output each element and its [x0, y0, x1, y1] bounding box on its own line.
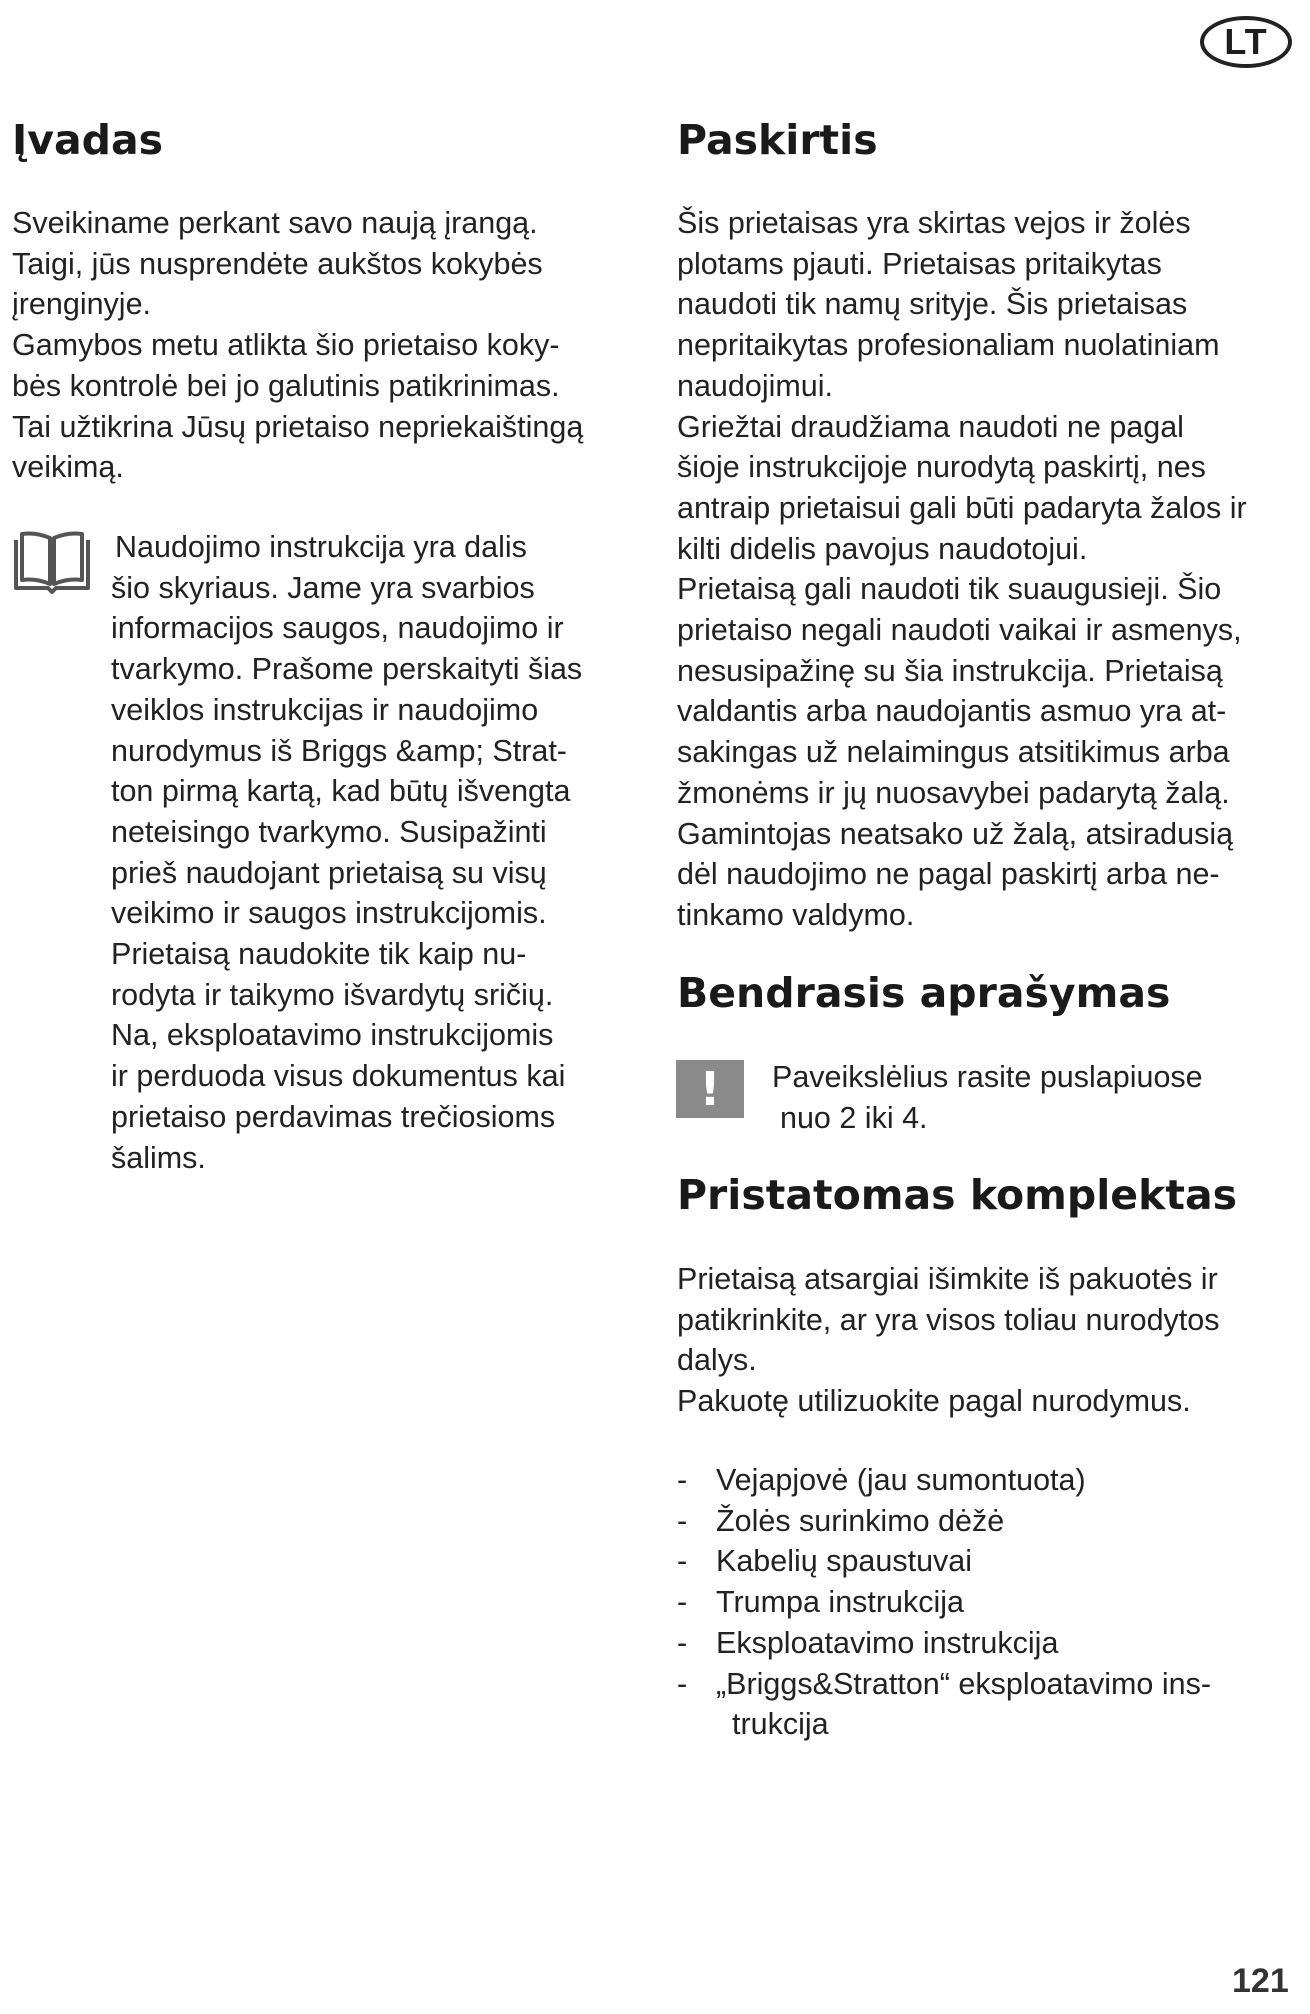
kit-heading: Pristatomas komplektas: [677, 1171, 1238, 1219]
dash: -: [677, 1544, 688, 1579]
text-line: Sveikiname perkant savo naują įrangą.: [12, 206, 538, 240]
text-line: bės kontrolė bei jo galutinis patikrinimas.: [12, 368, 560, 403]
list-item: [677, 1541, 1307, 1582]
list-item-label: Kabelių spaustuvai: [716, 1544, 973, 1579]
dash: -: [677, 1503, 688, 1538]
text-line: Prietaisą atsargiai išimkite iš pakuotės ir: [677, 1262, 1218, 1296]
book-icon: [10, 530, 94, 600]
list-item-label: „Briggs&Stratton“ eksploatavimo ins-: [716, 1666, 1211, 1701]
language-badge-label: LT: [1224, 21, 1268, 62]
list-item-label: Trumpa instrukcija: [716, 1585, 965, 1620]
text-line: Taigi, jūs nusprendėte aukštos kokybės: [12, 246, 543, 281]
list-item: [677, 1582, 1307, 1623]
text-line: Griežtai draudžiama naudoti ne pagal: [677, 409, 1184, 444]
text-line: nepritaikytas profesionaliam nuolatiniam: [677, 328, 1220, 363]
text-line: Prietaisą gali naudoti tik suaugusieji. Šio: [677, 572, 1222, 607]
text-line: sakingas už nelaimingus atsitikimus arba: [677, 735, 1230, 770]
text-line: plotams pjauti. Prietaisas pritaikytas: [677, 246, 1162, 281]
kit-intro: [677, 1259, 1307, 1422]
list-item: [677, 1460, 1307, 1501]
text-line: Prietaisą naudokite tik kaip nu-: [111, 937, 527, 972]
text-line: Na, eksploatavimo instrukcijomis: [111, 1018, 554, 1053]
list-item-label: Eksploatavimo instrukcija: [716, 1625, 1059, 1660]
text-line: Paveikslėlius rasite puslapiuose: [772, 1060, 1203, 1094]
text-line: kilti didelis pavojus naudotojui.: [677, 531, 1088, 566]
purpose-heading: Paskirtis: [677, 116, 878, 164]
text-line: šalims.: [111, 1140, 206, 1175]
text-line: naudoti tik namų srityje. Šis prietaisas: [677, 287, 1188, 322]
dash: -: [677, 1625, 688, 1660]
warning-symbol: !: [699, 1062, 721, 1116]
text-line: neteisingo tvarkymo. Susipažinti: [111, 814, 547, 849]
text-line: dalys.: [677, 1343, 757, 1378]
text-line: prieš naudojant prietaisą su visų: [111, 855, 547, 890]
text-line: rodyta ir taikymo išvardytų sričių.: [111, 977, 554, 1012]
text-line: veiklos instrukcijas ir naudojimo: [111, 692, 539, 727]
text-line: įrenginyje.: [12, 287, 152, 322]
text-line: patikrinkite, ar yra visos toliau nurodytos: [677, 1302, 1220, 1337]
list-item-label: Vejapjovė (jau sumontuota): [716, 1463, 1086, 1497]
purpose-paragraph: [677, 203, 1307, 936]
text-line: Tai užtikrina Jūsų prietaiso nepriekaištingą: [12, 409, 584, 444]
text-line: ton pirmą kartą, kad būtų išvengta: [111, 774, 571, 809]
text-line: nurodymus iš Briggs &amp; Strat-: [111, 733, 567, 768]
manual-note: [111, 527, 655, 1178]
text-line: Pakuotę utilizuokite pagal nurodymus.: [677, 1384, 1191, 1419]
text-line: veikimo ir saugos instrukcijomis.: [111, 896, 547, 931]
kit-list: [677, 1460, 1307, 1745]
list-item: [677, 1664, 1307, 1745]
page-number: 121: [1232, 1962, 1289, 2000]
list-item: [677, 1501, 1307, 1542]
text-line: dėl naudojimo ne pagal paskirtį arba ne-: [677, 857, 1220, 892]
text-line: tvarkymo. Prašome perskaityti šias: [111, 652, 583, 687]
text-line: naudojimui.: [677, 368, 833, 403]
text-line: informacijos saugos, naudojimo ir: [111, 611, 564, 646]
list-item-label: Žolės surinkimo dėžė: [716, 1503, 1005, 1538]
text-line: Gamintojas neatsako už žalą, atsiradusią: [677, 816, 1234, 851]
text-line: Naudojimo instrukcija yra dalis: [115, 530, 527, 564]
text-line: Šis prietaisas yra skirtas vejos ir žolės: [677, 206, 1191, 240]
dash: -: [677, 1585, 688, 1620]
text-line: šioje instrukcijoje nurodytą paskirtį, nes: [677, 450, 1206, 485]
text-line: žmonėms ir jų nuosavybei padarytą žalą.: [677, 775, 1230, 810]
intro-paragraph: [12, 203, 652, 488]
figures-note: [772, 1057, 1292, 1138]
warning-icon: [676, 1060, 744, 1118]
list-item: [677, 1623, 1307, 1664]
text-line: antraip prietaisui gali būti padaryta žalos ir: [677, 490, 1247, 525]
text-line: prietaiso negali naudoti vaikai ir asmenys,: [677, 613, 1242, 648]
description-heading: Bendrasis aprašymas: [677, 969, 1171, 1017]
text-line: ir perduoda visus dokumentus kai: [111, 1059, 566, 1094]
text-line: Gamybos metu atlikta šio prietaiso koky-: [12, 328, 560, 363]
intro-heading: Įvadas: [12, 116, 164, 164]
text-line: nuo 2 iki 4.: [780, 1100, 928, 1135]
dash: -: [677, 1666, 688, 1701]
text-line: valdantis arba naudojantis asmuo yra at-: [677, 694, 1227, 729]
text-line: tinkamo valdymo.: [677, 897, 915, 932]
text-line: šio skyriaus. Jame yra svarbios: [111, 570, 535, 605]
language-badge: [1200, 16, 1292, 68]
dash: -: [677, 1463, 688, 1497]
text-line: prietaiso perdavimas trečiosioms: [111, 1099, 556, 1134]
text-line: nesusipažinę su šia instrukcija. Prietaisą: [677, 653, 1223, 688]
text-line: veikimą.: [12, 450, 124, 485]
list-item-continuation: trukcija: [732, 1707, 829, 1742]
